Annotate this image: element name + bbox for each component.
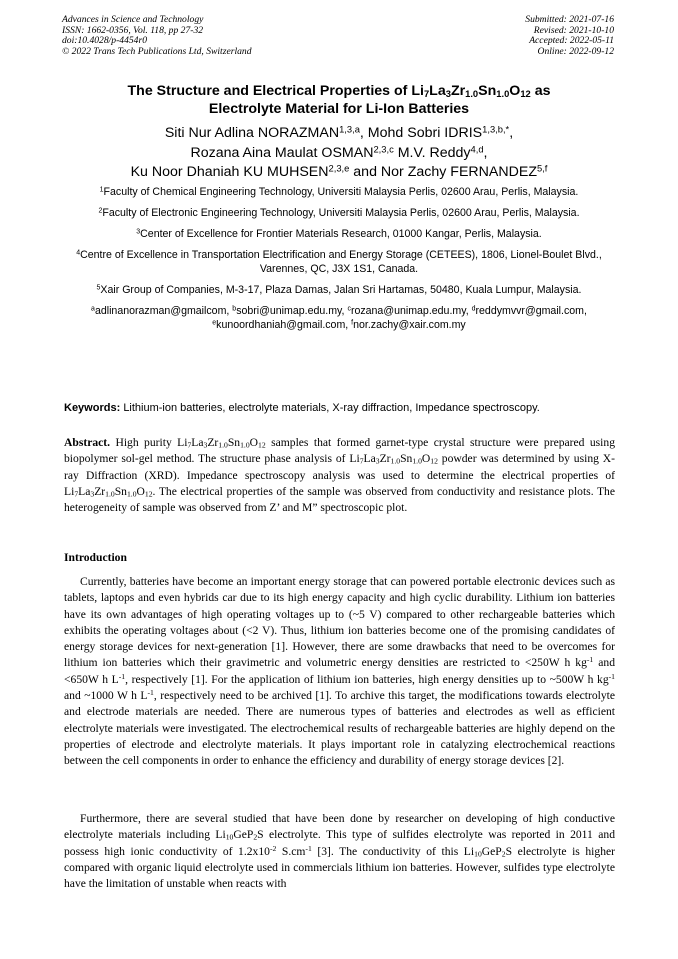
affiliation-1: $^1$Faculty of Chemical Engineering Technology, Universiti Malaysia Perlis, 02600 Arau, Perlis, Malaysia. (99, 186, 579, 198)
keywords-label: Keywords: (64, 402, 121, 414)
author-name: Ku Noor Dhaniah KU MUHSEN (130, 164, 329, 180)
affiliation-5: $^5$Xair Group of Companies, M-3-17, Plaza Damas, Jalan Sri Hartamas, 50480, Kuala Lumpur, Malaysia. (96, 283, 582, 296)
author-name: Rozana Aina Maulat OSMAN (190, 144, 374, 161)
title-line-1: The Structure and Electrical Properties of $Li_7La_3Zr_{1.0}Sn_{1.0}O_{12}$ as (127, 83, 551, 99)
section-heading-introduction: Introduction (64, 551, 127, 564)
email-link[interactable]: reddymvvr@gmail.com (475, 305, 584, 318)
publication-dates (525, 15, 614, 57)
affiliation-3: $^3$Center of Excellence for Frontier Materials Research, 01000 Kangar, Perlis, Malaysia. (136, 228, 542, 241)
email-link[interactable]: nor.zachy@xair.com.my (353, 318, 466, 331)
online-date: Online: 2022-09-12 (537, 45, 614, 57)
author-list (64, 124, 614, 183)
email-link[interactable]: sobri@unimap.edu.my (236, 305, 342, 318)
authors-line-3: Ku Noor Dhaniah KU MUHSEN$^{2,3,e}$ and Nor Zachy FERNANDEZ$^{5,f}$ (130, 163, 548, 180)
affiliation-4: $^4$Centre of Excellence in Transportation Electrification and Energy Storage (CETEES), 1806, Lionel-Boulet Blvd., Varennes, QC, J3X 1S1, Canada. (76, 249, 602, 275)
journal-name: Advances in Science and Technology (62, 14, 204, 25)
intro-paragraph-2: Furthermore, there are several studied that have been done by researcher on developing of high conductive electrolyte materials including $Li_{10}GeP_2S$ electrolyte. This type of sulfides electrolyte was reported in 2011 and possess high ionic conductivity of $1.2x10^{-2}$ $S.cm^{-1}$ [3]. The conductivity of this $Li_{10}GeP_2S$ electrolyte is higher compared with organic liquid electrolyte used in commercials lithium ion batteries. However, sulfides type electrolyte have the limitation of unstable when reacts with (64, 812, 615, 891)
doi-line[interactable]: doi:10.4028/p-4454r0 (62, 35, 148, 47)
affiliation-2: $^2$Faculty of Electronic Engineering Technology, Universiti Malaysia Perlis, 02600 Arau, Perlis, Malaysia. (98, 207, 580, 220)
email-link[interactable]: kunoordhaniah@gmail.com (216, 318, 346, 331)
email-link[interactable]: rozana@unimap.edu.my, (350, 305, 469, 318)
journal-info (62, 15, 252, 57)
accepted-date: Accepted: 2022-05-11 (529, 35, 614, 47)
authors-line-2: Rozana Aina Maulat OSMAN$^{2,3,c}$ M.V. Reddy$^{4,d}$, (190, 143, 488, 161)
intro-paragraph-1: Currently, batteries have become an important energy storage that can powered portable electronic devices such as tablets, laptops and even hybrids car due to its high energy capacity and high cyclic durability. Lithium ion batteries have its own advantages of high operating voltages up to (~5 V) compared to other rechargeable batteries which exhibits the operating voltages about (<2 V). Thus, lithium ion batteries become one of the promising candidates of energy storage devices for next-generation [1]. However, there are some drawbacks that need to be overcomes for lithium ion batteries which their gravimetric and volumetric energy densities are restricted to <250W h $kg^{-1}$ and <650W h $L^{-1}$, respectively [1]. For the application of lithium ion batteries, high energy densities up to ~500W h $kg^{-1}$ and ~1000 W h $L^{-1}$, respectively need to be archived [1]. To archive this target, the modifications towards electrolyte and electrode materials are needed. There are numerous types of batteries and electrodes as well as efficient electrolyte materials were investigated. The electrochemical results of rechargeable batteries are highly depend on the properties of electrode and electrolyte materials. It plays important role in catalyzing electrochemical reactions between the cell components in order to enhance the efficiency and durability of energy storage devices [2]. (64, 575, 616, 768)
affiliation-list (64, 186, 614, 332)
revised-date: Revised: 2021-10-10 (533, 24, 614, 36)
author-name: M.V. Reddy (397, 144, 471, 161)
copyright-line: © 2022 Trans Tech Publications Ltd, Switzerland (62, 45, 252, 57)
issn-line: ISSN: 1662-0356, Vol. 118, pp 27-32 (62, 24, 204, 36)
keywords-text: Lithium-ion batteries, electrolyte materials, X-ray diffraction, Impedance spectroscopy. (123, 402, 540, 414)
abstract: Abstract. High purity $Li_7La_3Zr_{1.0}Sn_{1.0}O_{12}$ samples that formed garnet-type crystal structure were prepared using biopolymer sol-gel method. The structure phase analysis of $Li_7La_3Zr_{1.0}Sn_{1.0}O_{12}$ powder was determined by using X-ray Diffraction (XRD). Impedance spectroscopy analysis was used to determine the electrical properties of $Li_7La_3Zr_{1.0}Sn_{1.0}O_{12}$. The electrical properties of the sample was observed from conductivity and resistance plots. The heterogeneity of sample was observed from Z’ and M” spectroscopic plot. (64, 436, 616, 515)
keywords (64, 401, 614, 415)
title-line-2: Electrolyte Material for Li-Ion Batteries (208, 101, 470, 117)
author-name: Mohd Sobri IDRIS (367, 125, 483, 141)
email-link[interactable]: adlinanorazman@gmailcom (94, 305, 227, 318)
abstract-label: Abstract. (64, 436, 111, 449)
author-name: Siti Nur Adlina NORAZMAN (164, 125, 340, 141)
authors-line-1: Siti Nur Adlina NORAZMAN$^{1,3,a}$, Mohd Sobri $IDRIS^{1,3,b,*}$, (164, 124, 514, 141)
submitted-date: Submitted: 2021-07-16 (525, 14, 614, 25)
author-name: Nor Zachy FERNANDEZ (380, 164, 537, 180)
author-emails: $^a$adlinanorazman@gmailcom, $^b$sobri@unimap.edu.my, $^c$rozana@unimap.edu.my, $^d$reddymvvr@gmail.com, $^e$kunoordhaniah@gmail.com, $^f$nor.zachy@xair.com.my (91, 305, 587, 331)
paper-title (70, 82, 608, 118)
